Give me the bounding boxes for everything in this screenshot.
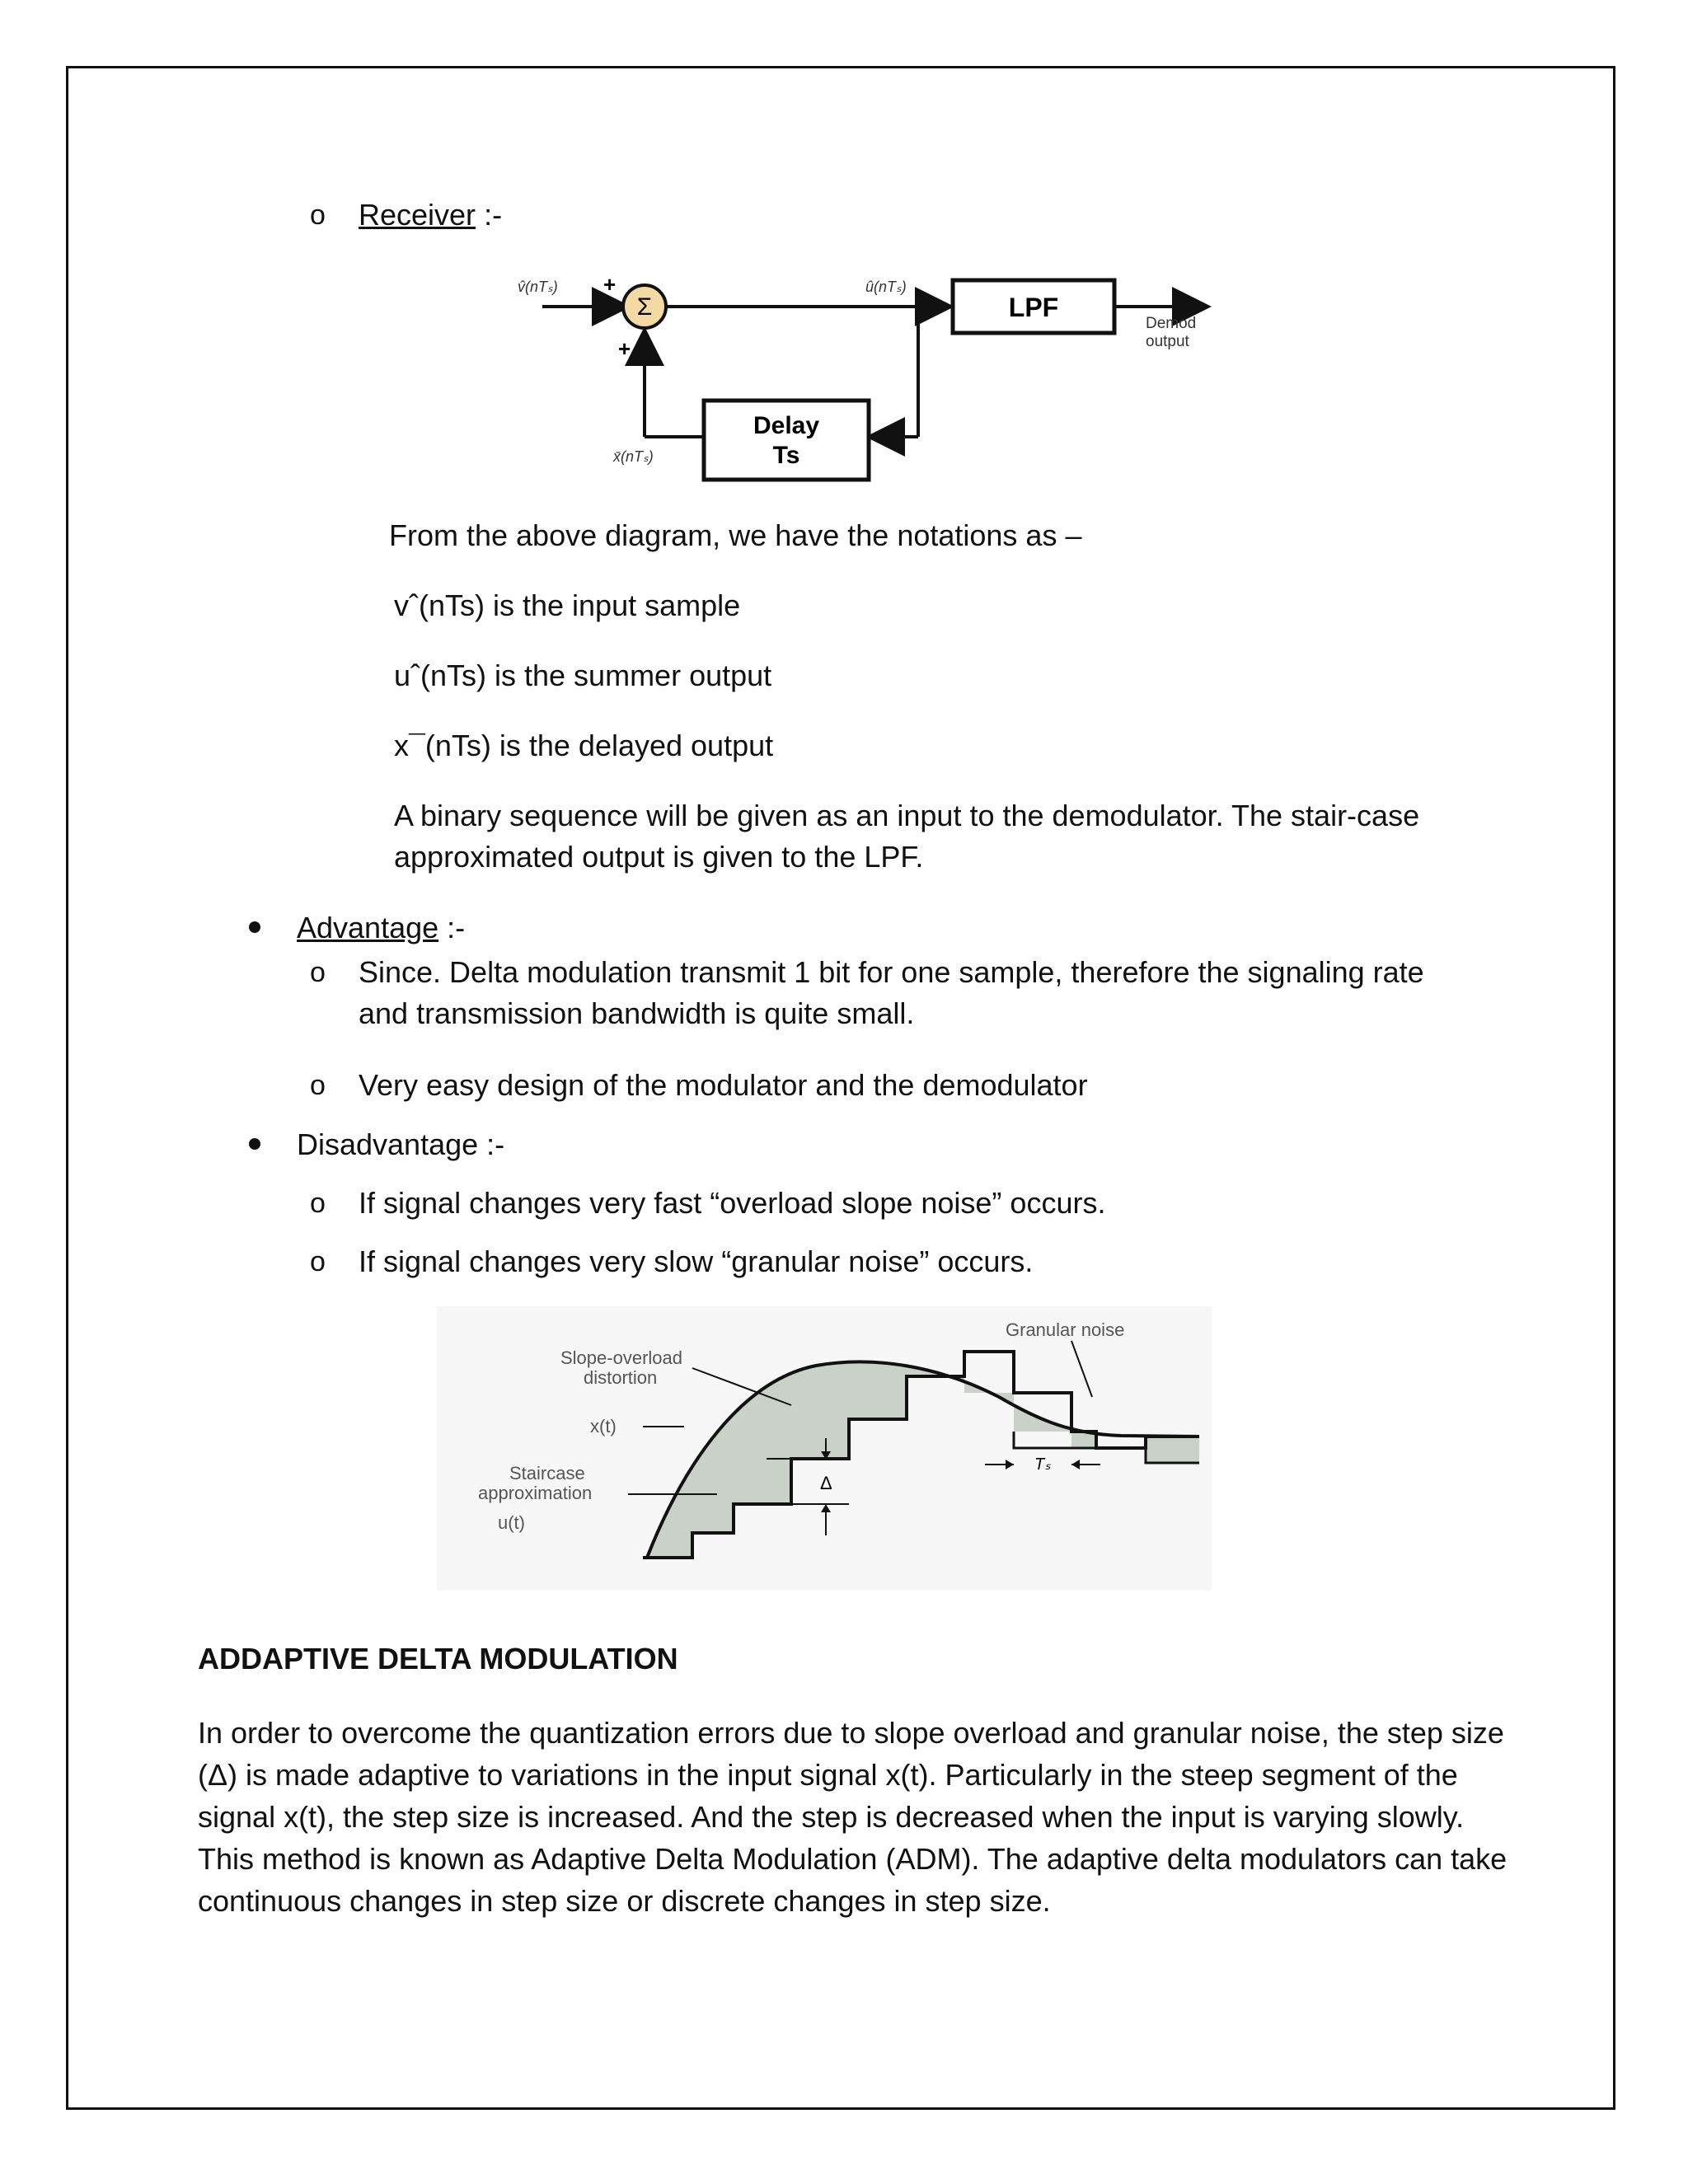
delta-label: Δ <box>820 1473 832 1493</box>
receiver-marker: o <box>310 199 326 231</box>
receiver-suffix: :- <box>476 198 503 232</box>
notation-item: uˆ(nTs) is the summer output <box>394 658 772 692</box>
lpf-label: LPF <box>1008 293 1059 322</box>
delay-line2: Ts <box>772 442 800 469</box>
summer-symbol: Σ <box>636 293 653 321</box>
summer-output-label: û(nTₛ) <box>865 279 907 295</box>
notation-item: x¯(nTs) is the delayed output <box>394 729 774 762</box>
granular-label: Granular noise <box>1006 1319 1125 1340</box>
slope-line2: distortion <box>584 1367 658 1388</box>
receiver-label: Receiver <box>359 198 476 232</box>
disadvantage-item-marker: o <box>310 1188 326 1219</box>
ts-label: Tₛ <box>1034 1455 1051 1474</box>
demod-line1: Demod <box>1146 315 1197 332</box>
feedback-label: x̄(nTₛ) <box>613 448 654 465</box>
input-label: v̂(nTₛ) <box>518 279 558 295</box>
noise-figure <box>437 1306 1212 1591</box>
plus-top: + <box>603 272 617 297</box>
notation-item: vˆ(nTs) is the input sample <box>394 588 741 622</box>
advantage-item: Very easy design of the modulator and the demodulator <box>359 1068 1088 1102</box>
advantage-bullet <box>249 921 260 933</box>
notations-intro: From the above diagram, we have the notations as – <box>389 518 1082 552</box>
disadvantage-heading: Disadvantage :- <box>297 1127 505 1161</box>
disadvantage-item-marker: o <box>310 1246 326 1277</box>
advantage-item-marker: o <box>310 1070 326 1101</box>
advantage-label: Advantage <box>297 911 439 944</box>
advantage-item: Since. Delta modulation transmit 1 bit for one sample, therefore the signaling rate and transmission bandwidth is quite small. <box>359 955 1424 1030</box>
advantage-item-marker: o <box>310 957 326 988</box>
delay-line1: Delay <box>753 412 820 439</box>
receiver-heading <box>359 194 502 236</box>
xt-label: x(t) <box>590 1416 617 1436</box>
disadvantage-item: If signal changes very fast “overload slope noise” occurs. <box>359 1186 1106 1220</box>
adm-paragraph: In order to overcome the quantization errors due to slope overload and granular noise, the step size (Δ) is made adaptive to variations in the input signal x(t). Particularly in the steep segment of the signal x(t), the step size is increased. And the step is decreased when the input is varying slowly. This method is known as Adaptive Delta Modulation (ADM). The adaptive delta modulators can take continuous changes in step size or discrete changes in step size. <box>198 1716 1507 1918</box>
receiver-block-diagram <box>503 264 1228 494</box>
staircase-line2: approximation <box>478 1483 593 1503</box>
staircase-line1: Staircase <box>509 1463 585 1483</box>
ut-label: u(t) <box>498 1512 525 1533</box>
disadvantage-bullet <box>249 1138 260 1150</box>
plus-bottom: + <box>618 336 631 361</box>
advantage-suffix: :- <box>438 911 466 944</box>
disadvantage-item: If signal changes very slow “granular noise” occurs. <box>359 1244 1034 1278</box>
advantage-heading <box>297 907 465 949</box>
adm-heading: ADDAPTIVE DELTA MODULATION <box>198 1642 678 1675</box>
slope-line1: Slope-overload <box>560 1347 682 1368</box>
demod-line2: output <box>1146 333 1189 350</box>
notations-paragraph: A binary sequence will be given as an input to the demodulator. The stair-case approximated output is given to the LPF. <box>394 799 1420 874</box>
